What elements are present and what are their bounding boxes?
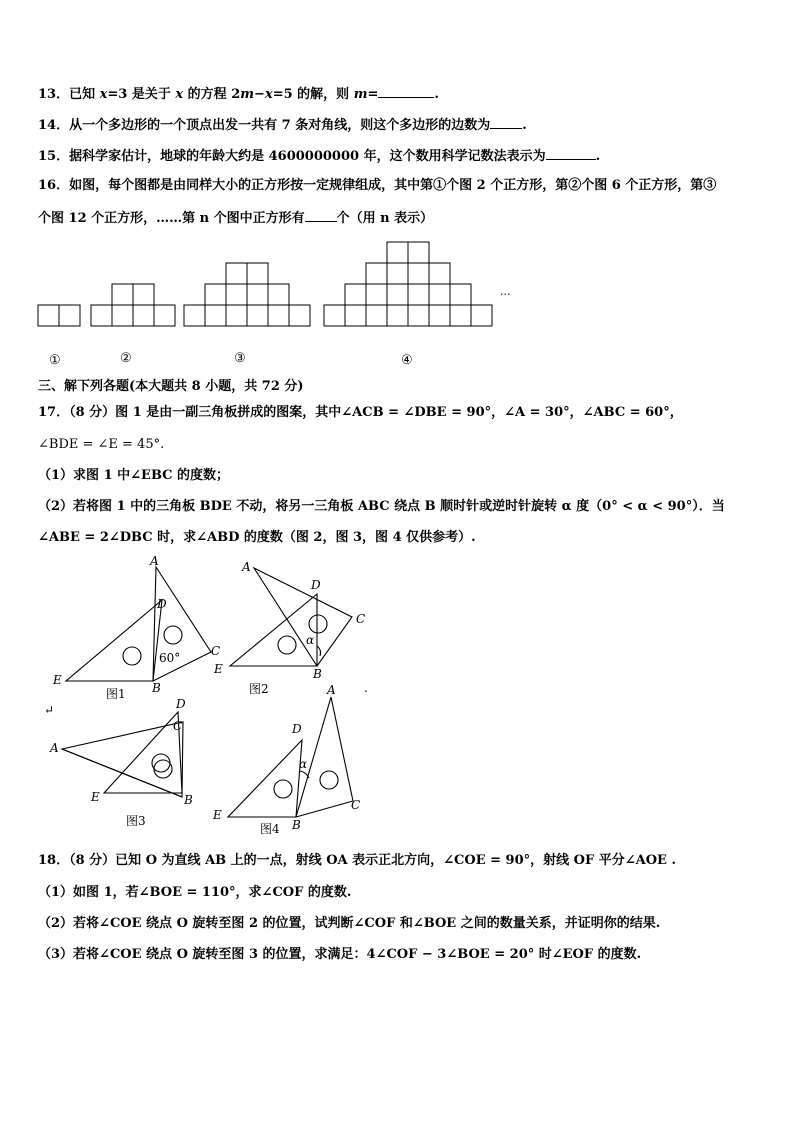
answer-blank[interactable] — [378, 83, 434, 98]
fig1-label-D: D — [157, 597, 167, 611]
question-18-line-1: 18．（8 分）已知 O 为直线 AB 上的一点，射线 OA 表示正北方向，∠COE = 90°，射线 OF 平分∠AOE . — [38, 853, 677, 868]
pattern-square — [247, 284, 268, 305]
fig2-caption: 图2 — [249, 682, 269, 696]
fig4-caption: 图4 — [260, 822, 280, 836]
question-18-part-2: （2）若将∠COE 绕点 O 旋转至图 2 的位置，试判断∠COF 和∠BOE 之间的数量关系，并证明你的结果. — [38, 916, 661, 931]
pattern-square — [112, 305, 133, 326]
question-18-part-3: （3）若将∠COE 绕点 O 旋转至图 3 的位置，求满足：4∠COF − 3∠BOE = 20° 时∠EOF 的度数. — [38, 947, 642, 962]
pattern-square — [408, 263, 429, 284]
question-17-part-2-cont: ∠ABE = 2∠DBC 时，求∠ABD 的度数（图 2，图 3，图 4 仅供参考）. — [38, 530, 476, 545]
square-pattern-figures — [0, 236, 794, 376]
pattern-square — [268, 305, 289, 326]
square-pattern — [38, 242, 492, 326]
figure-1-diagram — [66, 567, 211, 681]
figure-4-diagram — [228, 697, 353, 817]
pattern-square — [247, 305, 268, 326]
question-17-part-2: （2）若将图 1 中的三角板 BDE 不动，将另一三角板 ABC 绕点 B 顺时针或逆时针旋转 α 度（0° < α < 90°）．当 — [38, 499, 725, 514]
question-15: 15．据科学家估计，地球的年龄大约是 4600000000 年，这个数用科学记数法表示为 . — [38, 145, 600, 166]
pattern-square — [408, 305, 429, 326]
fig1-angle-label: 60° — [159, 651, 181, 665]
fig2-trailing-dot: . — [364, 681, 368, 695]
fig3-label-A: A — [50, 741, 59, 755]
question-18-part-1: （1）如图 1，若∠BOE = 110°，求∠COF 的度数. — [38, 885, 352, 900]
fig1-label-B: B — [152, 681, 161, 695]
fig1-label-E: E — [53, 673, 62, 687]
figure-3-diagram — [62, 712, 183, 797]
question-13: 13．已知 x=3 是关于 x 的方程 2m−x=5 的解，则 m= . — [38, 83, 439, 104]
return-mark-icon: ↵ — [44, 703, 55, 717]
question-17-part-1: （1）求图 1 中∠EBC 的度数； — [38, 468, 230, 483]
section-3-heading: 三、解下列各题(本大题共 8 小题，共 72 分) — [38, 379, 304, 394]
figure-label-4: ④ — [401, 353, 413, 368]
fig1-caption: 图1 — [106, 687, 126, 701]
fig4-label-D: D — [292, 722, 302, 736]
pattern-square — [471, 305, 492, 326]
answer-blank[interactable] — [490, 114, 522, 129]
ellipsis: ··· — [500, 288, 511, 301]
pattern-square — [387, 284, 408, 305]
pattern-square — [429, 305, 450, 326]
fig3-label-D: D — [176, 697, 186, 711]
pattern-square — [226, 284, 247, 305]
fig1-label-A: A — [150, 554, 159, 568]
pattern-square — [133, 305, 154, 326]
fig3-caption: 图3 — [126, 814, 146, 828]
pattern-square — [247, 263, 268, 284]
fig2-label-C: C — [356, 612, 366, 626]
pattern-square — [38, 305, 59, 326]
pattern-square — [226, 263, 247, 284]
pattern-square — [289, 305, 310, 326]
pattern-square — [387, 242, 408, 263]
fig1-label-C: C — [211, 644, 221, 658]
fig3-label-E: E — [91, 790, 100, 804]
fig4-label-A: A — [327, 683, 336, 697]
pattern-square — [91, 305, 112, 326]
fig2-label-alpha: α — [306, 633, 315, 647]
pattern-square — [268, 284, 289, 305]
pattern-square — [366, 305, 387, 326]
fig2-label-B: B — [313, 667, 322, 681]
question-17-line-2: ∠BDE = ∠E = 45°. — [38, 437, 165, 452]
figure-label-2: ② — [120, 351, 132, 366]
pattern-square — [205, 284, 226, 305]
figure-2-diagram — [230, 568, 352, 666]
fig4-label-C: C — [351, 798, 361, 812]
fig2-label-A: A — [242, 560, 251, 574]
pattern-square — [429, 263, 450, 284]
pattern-square — [345, 305, 366, 326]
answer-blank[interactable] — [305, 207, 337, 222]
pattern-square — [366, 263, 387, 284]
fig4-label-alpha: α — [299, 757, 308, 771]
pattern-square — [345, 284, 366, 305]
pattern-square — [154, 305, 175, 326]
pattern-square — [133, 284, 154, 305]
figure-label-1: ① — [49, 353, 61, 368]
pattern-square — [387, 263, 408, 284]
pattern-square — [450, 305, 471, 326]
pattern-square — [387, 305, 408, 326]
pattern-square — [205, 305, 226, 326]
pattern-square — [59, 305, 80, 326]
q17-figures — [0, 553, 794, 843]
question-14: 14．从一个多边形的一个顶点出发一共有 7 条对角线，则这个多边形的边数为 . — [38, 114, 527, 135]
question-16-line-1: 16．如图，每个图都是由同样大小的正方形按一定规律组成，其中第①个图 2 个正方形，第②个图 6 个正方形，第③ — [38, 178, 717, 193]
fig4-label-E: E — [213, 808, 222, 822]
pattern-square — [366, 284, 387, 305]
answer-blank[interactable] — [546, 145, 596, 160]
pattern-square — [408, 242, 429, 263]
pattern-square — [226, 305, 247, 326]
question-16-line-2: 个图 12 个正方形，……第 n 个图中正方形有 个（用 n 表示） — [38, 207, 433, 228]
pattern-square — [112, 284, 133, 305]
fig4-label-B: B — [292, 818, 301, 832]
pattern-square — [324, 305, 345, 326]
fig2-label-E: E — [214, 662, 223, 676]
fig3-label-C: C — [173, 719, 183, 733]
pattern-square — [408, 284, 429, 305]
pattern-square — [184, 305, 205, 326]
figure-label-3: ③ — [234, 351, 246, 366]
question-17-line-1: 17．（8 分）图 1 是由一副三角板拼成的图案，其中∠ACB = ∠DBE = 90°，∠A = 30°，∠ABC = 60°， — [38, 405, 683, 420]
fig3-label-B: B — [184, 793, 193, 807]
pattern-square — [450, 284, 471, 305]
pattern-square — [429, 284, 450, 305]
fig2-label-D: D — [311, 578, 321, 592]
